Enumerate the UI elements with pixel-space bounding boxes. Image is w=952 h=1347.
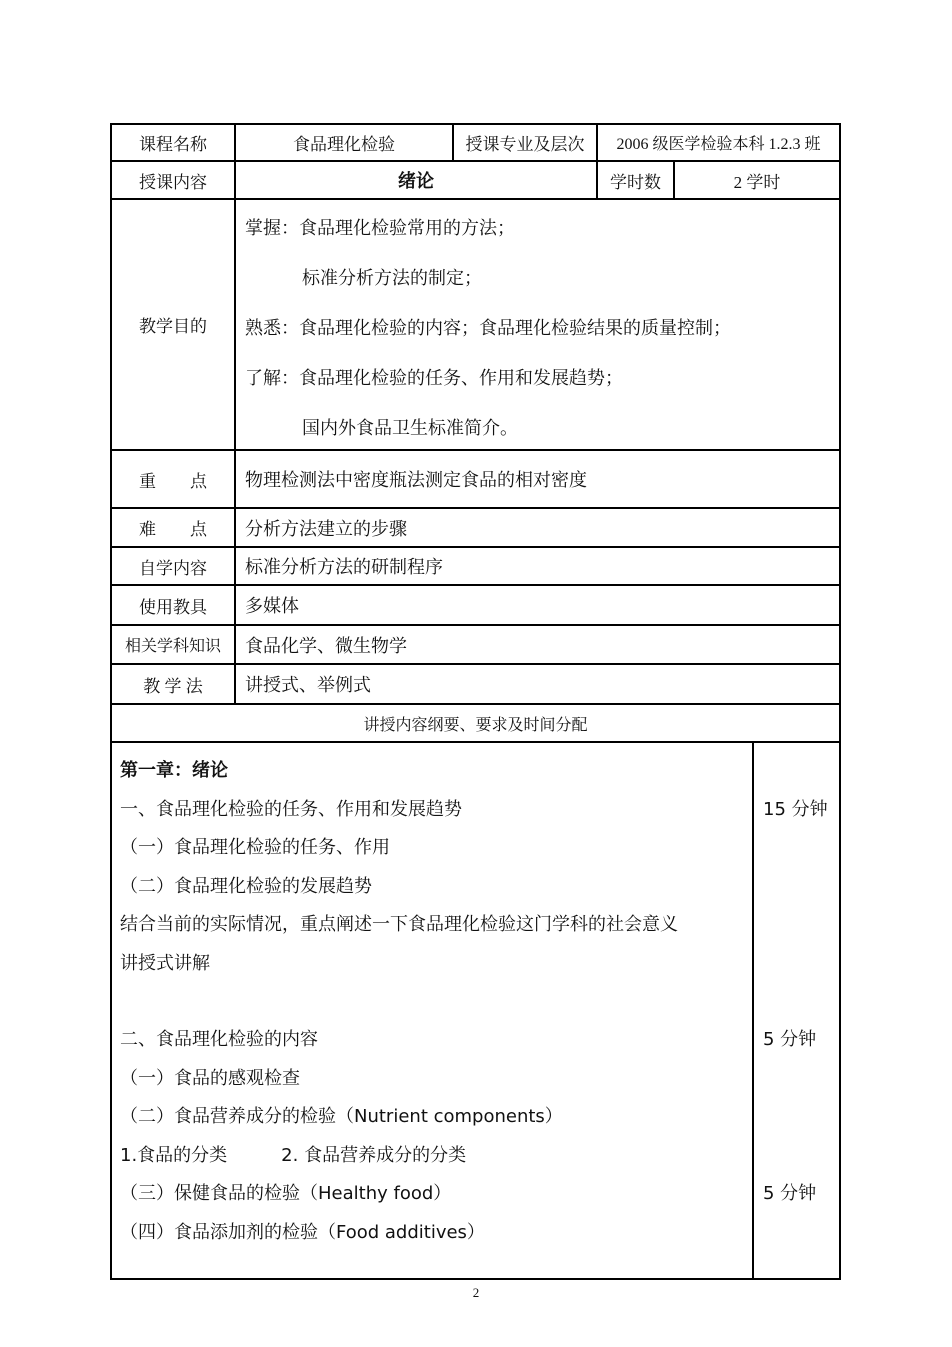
objective-master: 掌握：食品理化检验常用的方法； xyxy=(245,218,515,239)
course-name-value: 食品理化检验 xyxy=(293,135,395,154)
teaching-method-label: 教 学 法 xyxy=(143,676,203,696)
difficulty-value: 分析方法建立的步骤 xyxy=(245,518,407,540)
teaching-aids-value: 多媒体 xyxy=(245,596,299,617)
table-rule xyxy=(110,741,841,743)
time-allocation: 5 分钟 xyxy=(763,1183,817,1204)
objective-understand: 了解：食品理化检验的任务、作用和发展趋势； xyxy=(245,368,623,389)
outline-line: （一）食品理化检验的任务、作用 xyxy=(120,837,390,858)
lesson-content-value: 绪论 xyxy=(398,171,434,192)
outline-line: （四）食品添加剂的检验（Food additives） xyxy=(120,1222,485,1243)
self-study-value: 标准分析方法的研制程序 xyxy=(245,557,443,578)
outline-heading: 讲授内容纲要、要求及时间分配 xyxy=(363,716,588,734)
outline-line: 1.食品的分类 2. 食品营养成分的分类 xyxy=(120,1145,467,1166)
outline-line: （二）食品营养成分的检验（Nutrient components） xyxy=(120,1106,563,1127)
lesson-content-label: 授课内容 xyxy=(139,172,207,192)
objectives-label: 教学目的 xyxy=(139,317,207,336)
objective-understand-cont: 国内外食品卫生标准简介。 xyxy=(302,418,518,439)
chapter-title: 第一章：绪论 xyxy=(120,760,228,781)
major-level-label: 授课专业及层次 xyxy=(465,135,585,154)
related-knowledge-value: 食品化学、微生物学 xyxy=(245,635,407,657)
outline-line: 一、食品理化检验的任务、作用和发展趋势 xyxy=(120,799,462,820)
table-border-right xyxy=(839,123,841,1280)
teaching-aids-label: 使用教具 xyxy=(139,597,207,617)
outline-line: （二）食品理化检验的发展趋势 xyxy=(120,876,372,897)
outline-line: 二、食品理化检验的内容 xyxy=(120,1029,318,1050)
outline-line: 结合当前的实际情况，重点阐述一下食品理化检验这门学科的社会意义 xyxy=(120,914,678,935)
objective-master-cont: 标准分析方法的制定； xyxy=(302,268,482,289)
self-study-label: 自学内容 xyxy=(139,558,207,578)
time-allocation: 5 分钟 xyxy=(763,1029,817,1050)
major-level-value: 2006 级医学检验本科 1.2.3 班 xyxy=(616,136,821,153)
difficulty-label: 难 点 xyxy=(139,520,207,539)
table-rule xyxy=(752,741,754,1280)
key-point-value: 物理检测法中密度瓶法测定食品的相对密度 xyxy=(245,470,587,491)
outline-line: 讲授式讲解 xyxy=(120,953,210,974)
class-hours-label: 学时数 xyxy=(610,172,661,192)
key-point-label: 重 点 xyxy=(139,471,207,491)
time-allocation: 15 分钟 xyxy=(763,799,828,820)
related-knowledge-label: 相关学科知识 xyxy=(124,638,221,655)
outline-line: （三）保健食品的检验（Healthy food） xyxy=(120,1183,452,1204)
teaching-method-value: 讲授式、举例式 xyxy=(245,675,371,696)
course-name-label: 课程名称 xyxy=(139,135,207,154)
outline-line: （一）食品的感观检查 xyxy=(120,1068,300,1089)
table-rule xyxy=(234,123,236,705)
page-number: 2 xyxy=(472,1285,480,1300)
objective-familiar: 熟悉：食品理化检验的内容；食品理化检验结果的质量控制； xyxy=(245,318,731,339)
class-hours-value: 2 学时 xyxy=(733,172,781,192)
table-border-bottom xyxy=(110,1278,841,1280)
